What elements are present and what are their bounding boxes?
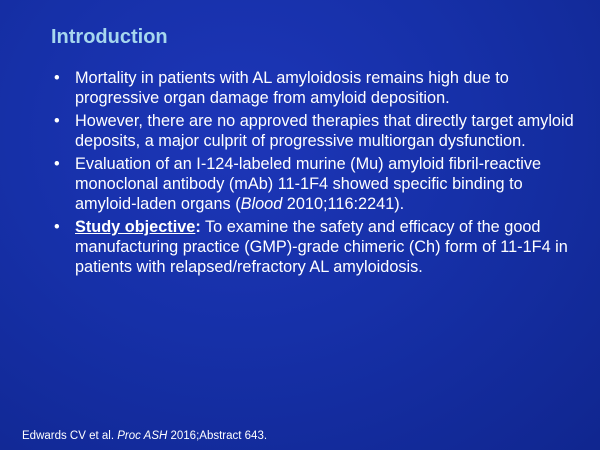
footer-authors: Edwards CV et al. <box>22 430 118 442</box>
footer-details: 2016;Abstract 643. <box>167 430 268 442</box>
bullet-dot-icon: • <box>54 218 60 236</box>
bullet-dot-icon: • <box>54 112 60 130</box>
footer-source: Proc ASH <box>117 430 168 442</box>
bullet-text: Mortality in patients with AL amyloidosis remains high due to progressive organ damage from amyloid deposition. <box>75 69 509 107</box>
bullet-item-study-objective <box>54 217 574 277</box>
bullet-dot-icon: • <box>54 69 60 87</box>
bullet-item-evaluation <box>54 154 574 214</box>
bullet-item-no-therapies <box>54 111 574 151</box>
footer-citation <box>22 430 267 442</box>
slide-title: Introduction <box>51 26 168 48</box>
bullet-text: However, there are no approved therapies that directly target amyloid deposits, a major culprit of progressive multiorgan dysfunction. <box>75 112 574 150</box>
bullet-dot-icon: • <box>54 155 60 173</box>
citation-details: 2010;116:2241). <box>282 195 405 213</box>
study-objective-label: Study objective <box>75 218 196 236</box>
study-objective-colon: : <box>195 218 201 236</box>
bullet-text: Evaluation of an I-124-labeled murine (Mu) amyloid fibril-reactive monoclonal antibody (mAb) 11-1F4 showed specific binding to amyloid-laden organs ( <box>75 155 542 213</box>
journal-name: Blood <box>240 195 283 213</box>
bullet-item-mortality <box>54 68 574 108</box>
bullet-list <box>54 68 574 280</box>
bullet-text: To examine the safety and efficacy of the good manufacturing practice (GMP)-grade chimeric (Ch) form of 11-1F4 in patients with relapsed/refractory AL amyloidosis. <box>75 218 568 276</box>
